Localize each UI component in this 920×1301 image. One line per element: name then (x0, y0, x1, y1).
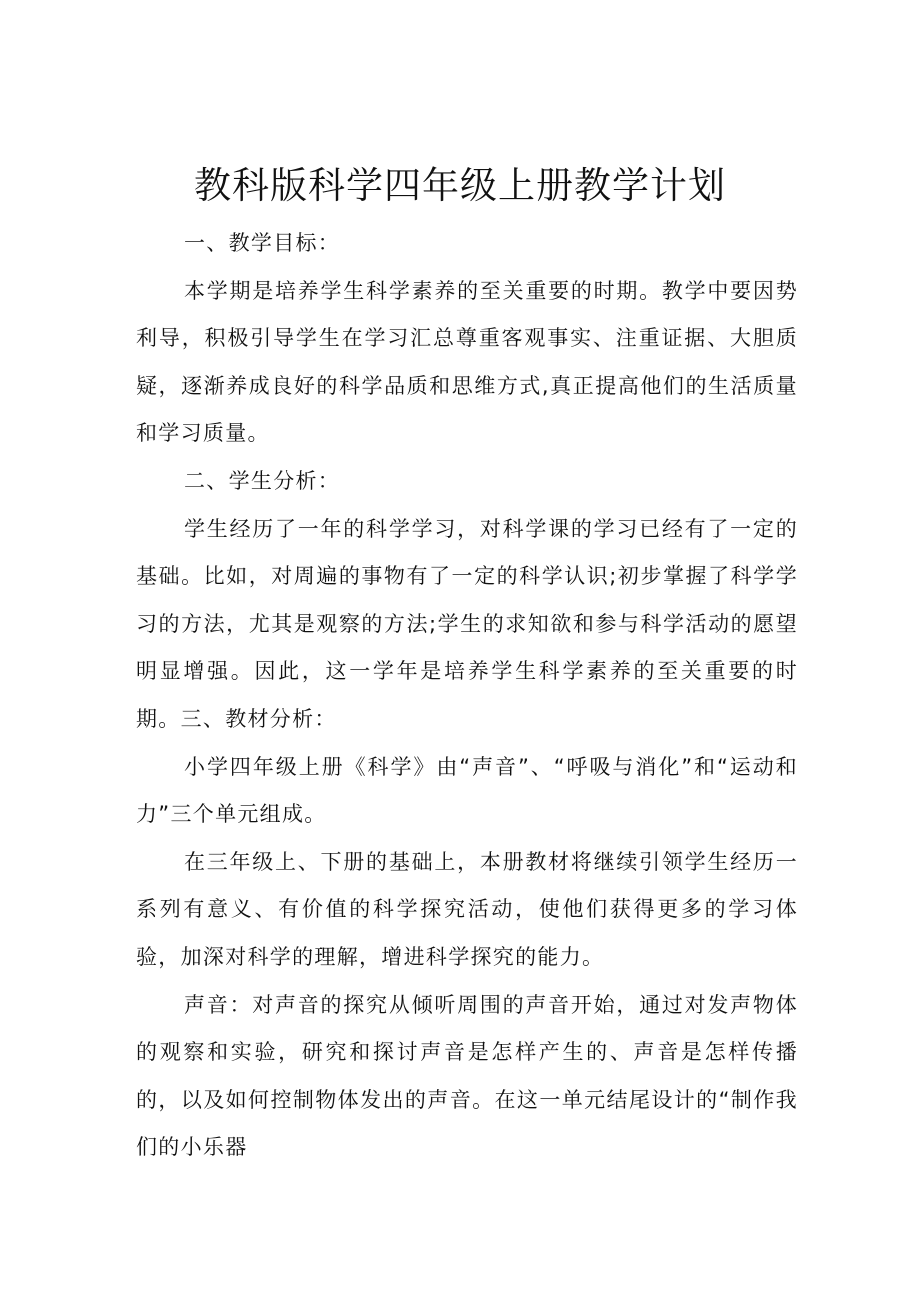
section-heading-teaching-goals: 一、教学目标： (184, 231, 341, 255)
document-title: 教科版科学四年级上册教学计划 (194, 164, 726, 207)
paragraph-student-analysis: 学生经历了一年的科学学习，对科学课的学习已经有了一定的基础。比如，对周遍的事物有了一定的科学认识;初步掌握了科学学习的方法，尤其是观察的方法;学生的求知欲和参与科学活动的愿望明显增强。因此，这一学年是培养学生科学素养的至关重要的时期。三、教材分析： (136, 516, 798, 731)
paragraph-teaching-goals: 本学期是培养学生科学素养的至关重要的时期。教学中要因势利导，积极引导学生在学习汇总尊重客观事实、注重证据、大胆质疑，逐渐养成良好的科学品质和思维方式,真正提高他们的生活质量和学习质量。 (136, 278, 798, 446)
paragraph-sound-unit: 声音：对声音的探究从倾听周围的声音开始，通过对发声物体的观察和实验，研究和探讨声音是怎样产生的、声音是怎样传播的，以及如何控制物体发出的声音。在这一单元结尾设计的“制作我们的小乐器 (136, 992, 798, 1160)
section-heading-student-analysis: 二、学生分析： (184, 468, 341, 493)
paragraph-textbook-units: 小学四年级上册《科学》由“声音”、“呼吸与消化”和“运动和力”三个单元组成。 (136, 754, 798, 827)
document-body (136, 220, 798, 1172)
paragraph-textbook-goals: 在三年级上、下册的基础上，本册教材将继续引领学生经历一系列有意义、有价值的科学探究活动，使他们获得更多的学习体验，加深对科学的理解，增进科学探究的能力。 (136, 849, 798, 969)
